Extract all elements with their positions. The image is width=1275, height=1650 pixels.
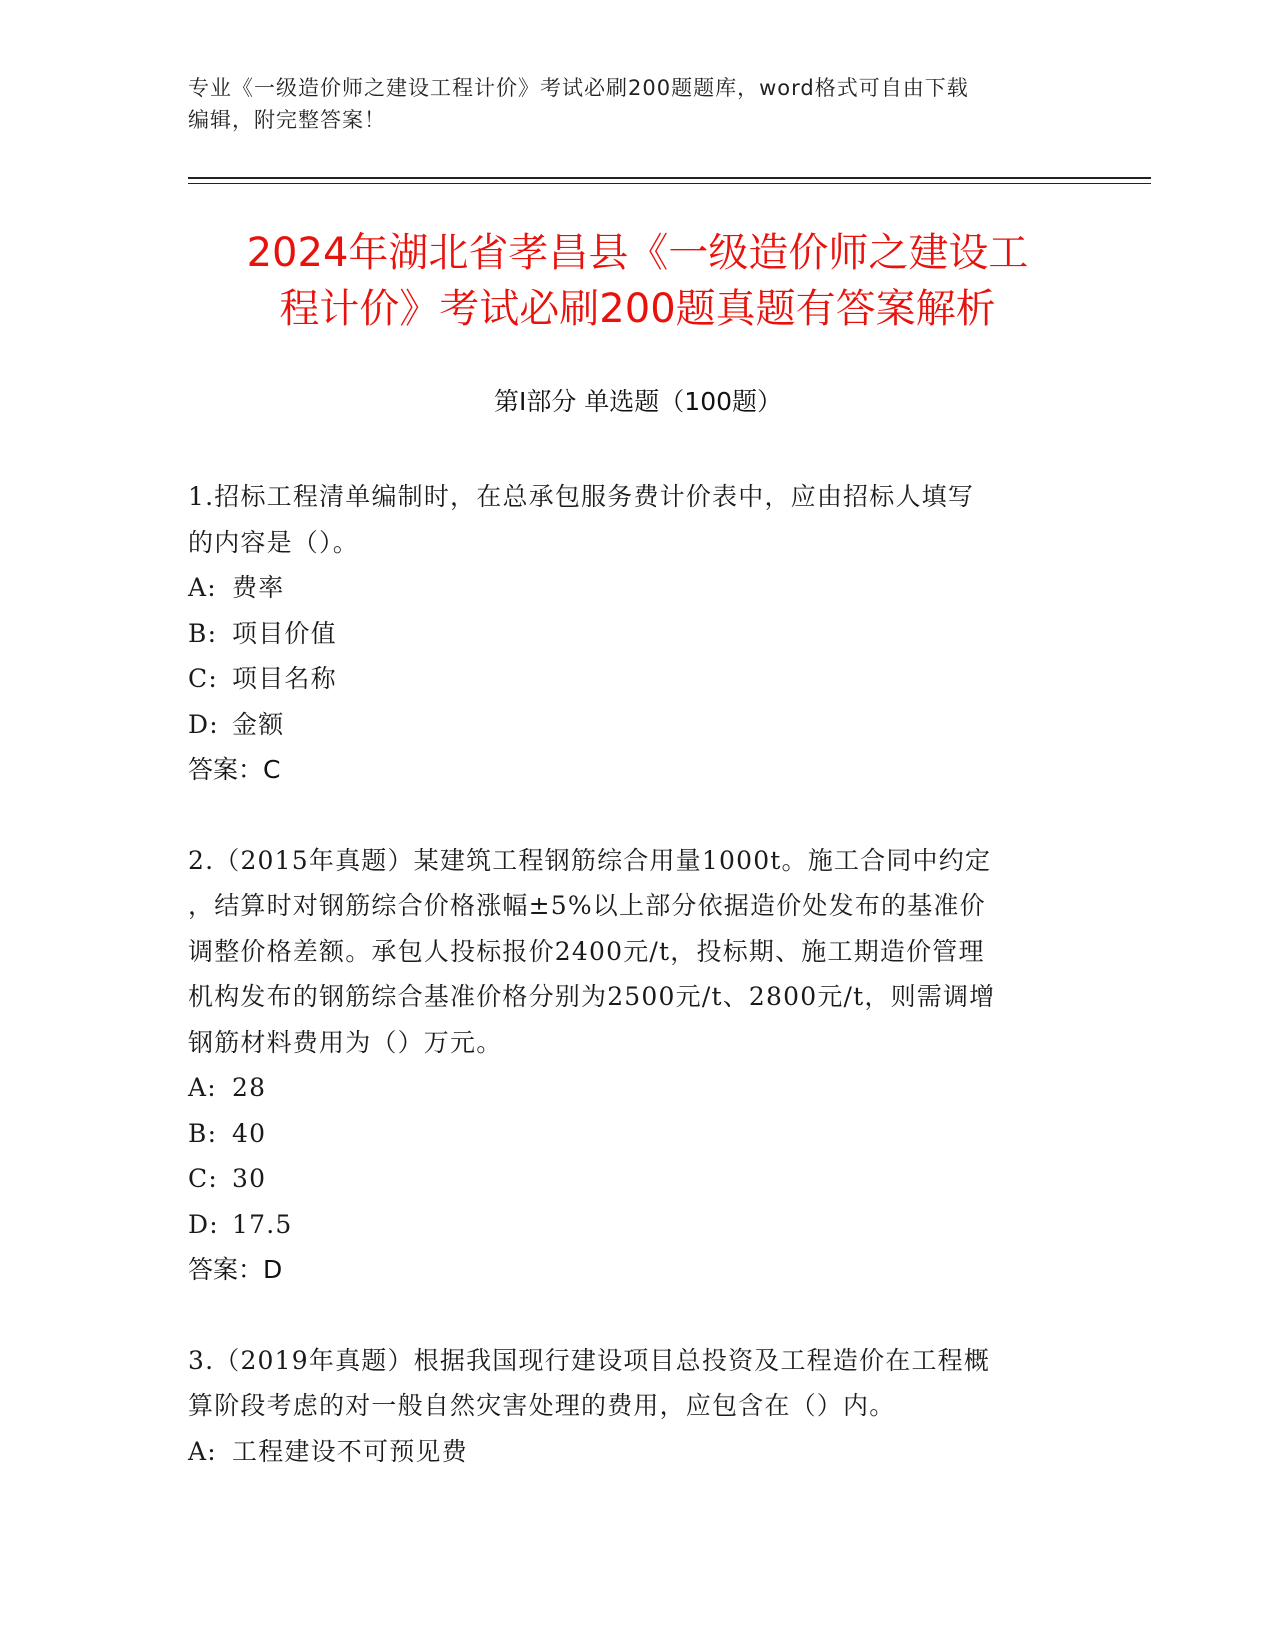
- question-3: [188, 1338, 1088, 1475]
- question-1: [188, 474, 1088, 793]
- option-text: 费率: [232, 573, 285, 602]
- option-c: [188, 1156, 1088, 1202]
- question-stem-line: 机构发布的钢筋综合基准价格分别为2500元/t、2800元/t，则需调增: [188, 982, 996, 1011]
- option-letter: B:: [188, 618, 218, 648]
- header-rule-thin: [188, 183, 1151, 184]
- option-text: 项目价值: [232, 618, 337, 648]
- question-stem: [188, 1338, 1088, 1429]
- question-stem-line: 2.（2015年真题）某建筑工程钢筋综合用量1000t。施工合同中约定: [188, 845, 992, 875]
- option-letter: C:: [188, 664, 218, 693]
- option-text: 28: [232, 1073, 267, 1102]
- option-b: [188, 1111, 1088, 1157]
- option-letter: A:: [188, 573, 217, 602]
- question-2: [188, 838, 1088, 1293]
- option-text: 金额: [232, 709, 285, 739]
- question-spacer: [188, 793, 1088, 838]
- question-stem: [188, 838, 1088, 1066]
- option-a: [188, 1429, 1088, 1475]
- question-stem-line: 钢筋材料费用为（）万元。: [188, 1027, 503, 1057]
- question-stem-line: 1.招标工程清单编制时，在总承包服务费计价表中，应由招标人填写: [188, 482, 975, 511]
- question-stem-line: 算阶段考虑的对一般自然灾害处理的费用，应包含在（）内。: [188, 1391, 896, 1420]
- document-title-line-2: 程计价》考试必刷200题真题有答案解析: [279, 286, 996, 332]
- option-text: 40: [232, 1118, 267, 1148]
- question-stem-line: 3.（2019年真题）根据我国现行建设项目总投资及工程造价在工程概: [188, 1345, 991, 1375]
- option-b: [188, 611, 1088, 657]
- question-list: [188, 474, 1088, 1474]
- document-title: [170, 225, 1105, 337]
- option-letter: A:: [188, 1073, 217, 1102]
- document-title-line-1: 2024年湖北省孝昌县《一级造价师之建设工: [246, 230, 1029, 276]
- option-text: 30: [232, 1164, 267, 1193]
- option-text: 项目名称: [232, 664, 337, 693]
- header-rule-thick: [188, 177, 1151, 179]
- header-note-line-1: 专业《一级造价师之建设工程计价》考试必刷200题题库，word格式可自由下载: [188, 76, 969, 100]
- option-letter: C:: [188, 1164, 218, 1193]
- option-letter: D:: [188, 1209, 219, 1239]
- option-letter: D:: [188, 709, 219, 739]
- option-d: [188, 1202, 1088, 1248]
- option-letter: A:: [188, 1436, 217, 1466]
- option-text: 工程建设不可预见费: [232, 1436, 468, 1466]
- option-a: [188, 565, 1088, 611]
- question-stem-line: 的内容是（）。: [188, 527, 359, 557]
- option-text: 17.5: [232, 1209, 293, 1239]
- header-note-line-2: 编辑，附完整答案！: [188, 108, 386, 132]
- header-note: [188, 72, 1088, 136]
- option-d: [188, 702, 1088, 748]
- question-stem-line: 调整价格差额。承包人投标报价2400元/t，投标期、施工期造价管理: [188, 936, 985, 966]
- option-a: [188, 1065, 1088, 1111]
- answer: 答案：C: [188, 755, 281, 784]
- option-c: [188, 656, 1088, 702]
- question-stem-line: ，结算时对钢筋综合价格涨幅±5%以上部分依据造价处发布的基准价: [188, 891, 986, 920]
- question-stem: [188, 474, 1088, 565]
- answer: 答案：D: [188, 1255, 283, 1284]
- section-heading: 第Ⅰ部分 单选题（100题）: [493, 387, 783, 416]
- option-letter: B:: [188, 1118, 218, 1148]
- question-spacer: [188, 1293, 1088, 1338]
